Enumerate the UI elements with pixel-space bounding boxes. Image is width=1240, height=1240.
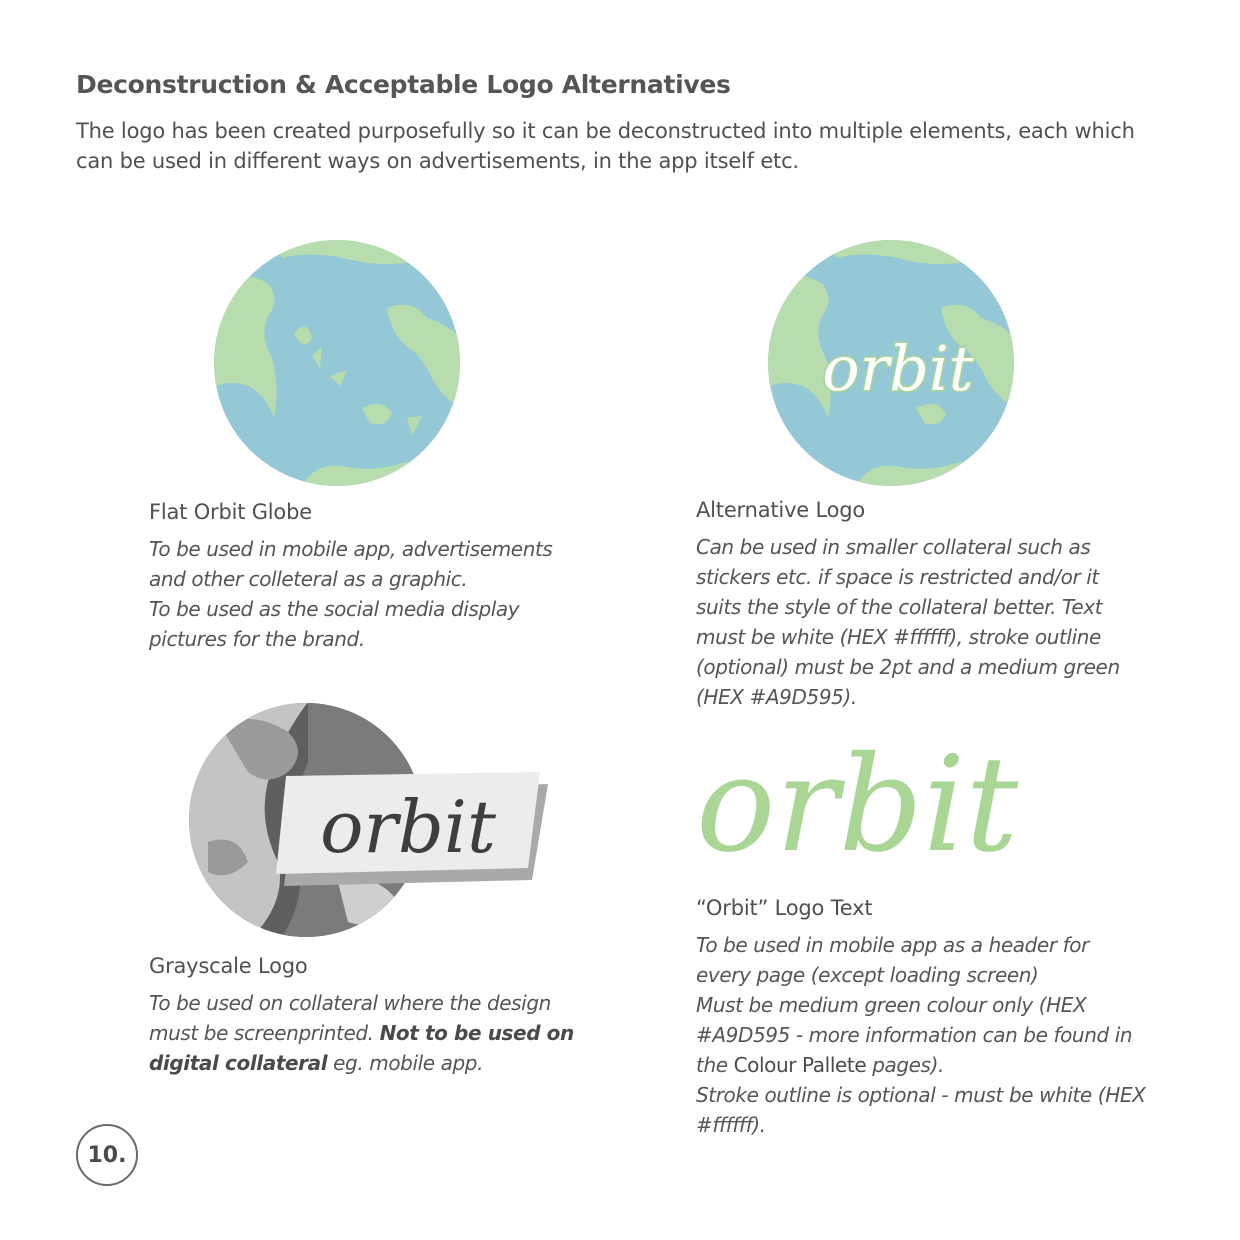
alternative-logo-text: orbit: [822, 332, 974, 405]
grayscale-logo-graphic: [188, 702, 560, 942]
logo-text-section: [696, 896, 1146, 1140]
alternative-logo-section: [696, 498, 1146, 712]
logo-text-description-1: To be used in mobile app as a header for every page (except loading screen): [696, 933, 1089, 987]
logo-text-title: “Orbit” Logo Text: [696, 896, 873, 920]
grayscale-logo-warning: Not to be used on digital collateral: [149, 1021, 574, 1075]
page-number: 10.: [87, 1142, 127, 1168]
grayscale-logo-text: orbit: [320, 785, 496, 869]
colour-pallete-reference: Colour Pallete: [733, 1053, 867, 1077]
page-title: Deconstruction & Acceptable Logo Alternatives: [76, 70, 731, 99]
grayscale-logo-description: [149, 988, 589, 1078]
logo-text-description-2: [696, 990, 1146, 1080]
logo-text-description-2b: pages).: [866, 1053, 944, 1077]
logo-text-description-2a: Must be medium green colour only (HEX #A9D595 - more information can be found in the: [696, 993, 1133, 1077]
alternative-logo-graphic: [766, 238, 1016, 488]
flat-globe-description-2: To be used as the social media display pictures for the brand.: [149, 597, 520, 651]
flat-globe-description-1: To be used in mobile app, advertisements and other colleteral as a graphic.: [149, 537, 553, 591]
flat-globe-graphic: [212, 238, 462, 488]
logo-text-description-3: Stroke outline is optional - must be white (HEX #ffffff).: [696, 1083, 1146, 1137]
intro-paragraph: The logo has been created purposefully so it can be deconstructed into multiple elements, each which can be used in different ways on advertisements, in the app itself etc.: [76, 119, 1135, 173]
alternative-logo-title: Alternative Logo: [696, 498, 866, 522]
orbit-logo-text-graphic: orbit: [696, 728, 1019, 882]
flat-globe-title: Flat Orbit Globe: [149, 500, 312, 524]
flat-globe-section: [149, 500, 589, 654]
grayscale-logo-description-tail: eg. mobile app.: [327, 1051, 484, 1075]
alternative-logo-description: Can be used in smaller collateral such as stickers etc. if space is restricted and/or it suits the style of the collateral better. Text must be white (HEX #ffffff), stroke outline (optional) must be 2pt and a medium green (HEX #A9D595).: [696, 535, 1120, 709]
page-number-badge: [76, 1124, 138, 1186]
grayscale-logo-description-text: To be used on collateral where the design must be screenprinted.: [149, 991, 551, 1045]
grayscale-logo-section: [149, 954, 589, 1078]
grayscale-logo-title: Grayscale Logo: [149, 954, 308, 978]
